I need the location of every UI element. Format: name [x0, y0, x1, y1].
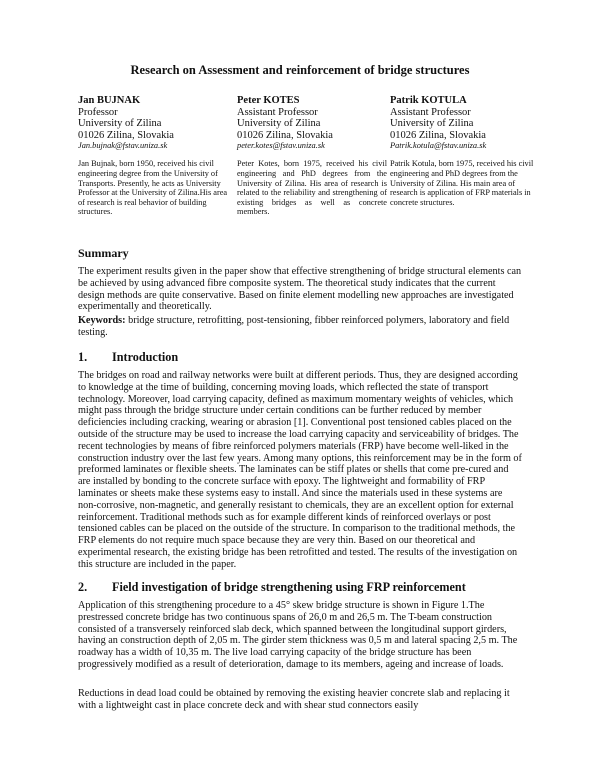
introduction-paragraph: The bridges on road and railway networks were built at different periods. Thus, they are designed according to knowledge at the time of building, concerning moving loads, which reflected the state of transport technology. Moreover, load carrying capacity, defined as maximum momentary weights of vehicles, which might pass through the bridge structure under certain conditions can be further reduced by member deficiencies including cracking, wearing or abrasion [1]. Conventional post tensioned cables placed on the outside of the structure may be used to increase the load carrying capacity and serviceability of bridges. The recent technologies by means of fibre reinforced polymers materials (FRP) have become well-liked in the construction industry over the last few years. Among many options, this reinforcement may be in the form of preformed laminates or flexible sheets. The laminates can be stiff plates or shells that come pre-cured and are installed by bonding to the concrete surface with epoxy. The lightweight and formability of FRP laminates or sheets make these systems easy to install. And since the materials used in these systems are non-corrosive, non-magnetic, and generally resistant to chemicals, they are an excellent option for external reinforcement. Traditional methods such as for example different kinds of reinforced overlays or post tensioned cables can be placed on the outside of the structure. In comparison to the traditional methods, the FRP elements do not require much space because they are very thin. Based on our theoretical and experimental research, the existing bridge has been retrofitted and tested. The results of the investigation on this structure are included in the paper. [78, 370, 522, 570]
summary-text: The experiment results given in the paper show that effective strengthening of bridge structural elements can be achieved by using advanced fibre composite system. The theoretical study indicates that the current design methods are quite conservative. Based on finite element modelling new approaches are investigated experimentally and theoretically. [78, 266, 522, 313]
section-title: Field investigation of bridge strengthening using FRP reinforcement [112, 580, 466, 594]
author-column [390, 95, 540, 207]
section-title: Introduction [112, 350, 179, 364]
author-address: 01026 Zilina, Slovakia [78, 129, 174, 141]
paper-title: Research on Assessment and reinforcement of bridge structures [130, 63, 470, 77]
author-institution: University of Zilina [78, 118, 162, 130]
section-heading-introduction [78, 350, 178, 365]
author-name: Jan BUJNAK [78, 95, 141, 106]
author-address: 01026 Zilina, Slovakia [237, 129, 333, 141]
author-name: Peter KOTES [237, 95, 300, 106]
author-address: 01026 Zilina, Slovakia [390, 129, 486, 141]
author-bio: Patrik Kotula, born 1975, received his civil engineering and PhD degrees from the University of Zilina. His main area of research is application of FRP materials in concrete structures. [390, 159, 534, 207]
author-position: Professor [78, 106, 118, 118]
section-number: 2. [78, 580, 88, 594]
author-email: Patrik.kotula@fstav.uniza.sk [390, 141, 487, 151]
author-email: peter.kotes@fstav.uniza.sk [237, 141, 325, 151]
keywords-label: Keywords: [78, 315, 126, 326]
author-institution: University of Zilina [237, 118, 321, 130]
author-column [78, 95, 228, 217]
author-bio: Peter Kotes, born 1975, received his civil engineering and PhD degrees from the University of Zilina. His area of research is related to the reliability and strengthening of existing bridges as well as concrete members. [237, 159, 387, 217]
summary-heading: Summary [78, 246, 129, 260]
author-name: Patrik KOTULA [390, 95, 467, 106]
keywords-text: bridge structure, retrofitting, post-tensioning, fibber reinforced polymers, laboratory and field testing. [78, 315, 510, 338]
keywords [78, 315, 522, 339]
author-position: Assistant Professor [390, 106, 471, 118]
author-email: Jan.bujnak@fstav.uniza.sk [78, 141, 168, 151]
author-column [237, 95, 387, 217]
field-investigation-paragraph: Application of this strengthening procedure to a 45° skew bridge structure is shown in Figure 1.The prestressed concrete bridge has two continuous spans of 26,0 m and 26,5 m. The T-beam construction consisted of a transversely reinforced slab deck, which spanned between the longitudinal support girders, having an construction depth of 2,05 m. The girder stem thickness was 0,5 m and lateral spacing 2,5 m. The roadway has a width of 10,35 m. The live load carrying capacity of the bridge structure has been progressively modified as a result of deterioration, damage to its members, ageing and increase of loads. [78, 600, 518, 670]
section-heading-field-investigation [78, 580, 466, 595]
author-institution: University of Zilina [390, 118, 474, 130]
author-bio: Jan Bujnak, born 1950, received his civil engineering degree from the University of Transports. Presently, he acts as University Professor at the University of Zilina.His area of research is real behavior of building structures. [78, 159, 228, 217]
field-investigation-paragraph: Reductions in dead load could be obtained by removing the existing heavier concrete slab and replacing it with a lightweight cast in place concrete deck and with shear stud connectors easily [78, 688, 510, 711]
section-number: 1. [78, 350, 88, 364]
author-position: Assistant Professor [237, 106, 318, 118]
